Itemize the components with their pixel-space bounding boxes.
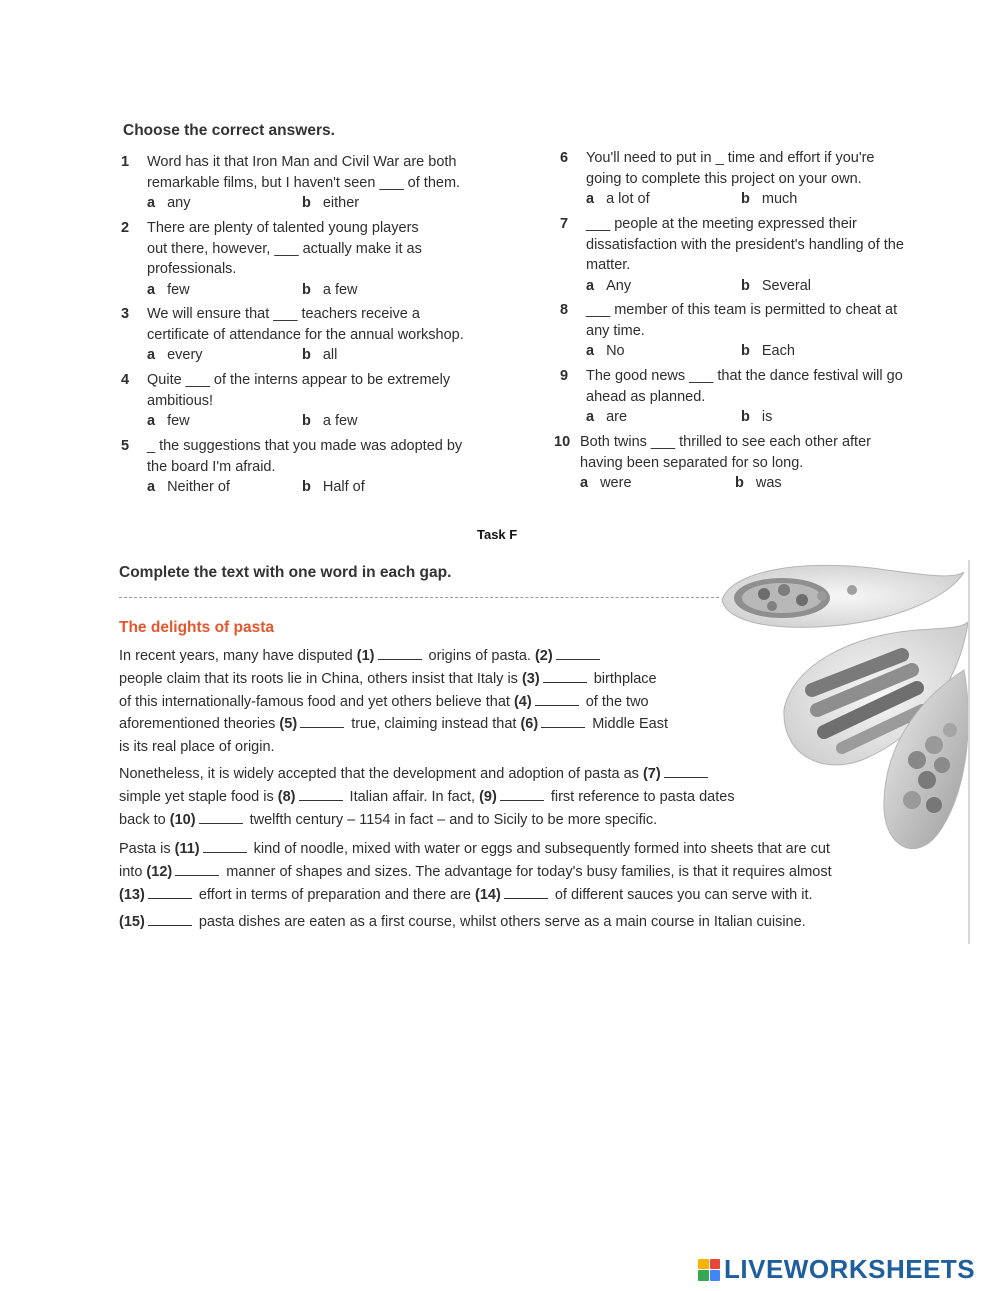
gap-number: (7) [642, 766, 661, 782]
stem-line: matter. [586, 257, 631, 273]
option-letter: b [741, 191, 750, 207]
question-number: 4 [121, 372, 130, 388]
stem-line: professionals. [147, 261, 237, 277]
question-1 [121, 152, 541, 214]
option-a[interactable] [586, 189, 650, 210]
option-b[interactable] [735, 473, 782, 494]
text: Italian affair. In fact, [349, 788, 476, 805]
option-text: much [761, 191, 798, 207]
option-text: Half of [322, 479, 365, 495]
exercise-heading: Choose the correct answers. [123, 122, 335, 139]
stem-line: the board I'm afraid. [147, 458, 276, 475]
paragraph-4 [119, 911, 949, 934]
gap-4[interactable] [535, 695, 579, 706]
stem-line: Both twins ___ thrilled to see each other after [580, 434, 871, 450]
option-letter: a [147, 347, 156, 363]
question-3 [121, 304, 541, 366]
text: aforementioned theories [119, 716, 276, 733]
option-text: is [761, 409, 773, 425]
text: origins of pasta. [428, 648, 531, 664]
option-text: few [167, 413, 190, 429]
option-a[interactable] [586, 276, 631, 297]
option-b[interactable] [302, 193, 359, 214]
option-letter: a [586, 191, 595, 207]
option-b[interactable] [302, 477, 365, 498]
question-number: 2 [121, 220, 130, 236]
option-text: a few [322, 281, 358, 298]
text: manner of shapes and sizes. The advantage for today's busy families, is that it requires almost [226, 863, 832, 880]
question-stem [147, 152, 527, 193]
option-a[interactable] [147, 411, 190, 432]
stem-line: Word has it that Iron Man and Civil War are both [147, 154, 457, 170]
option-text: are [606, 409, 628, 425]
question-7 [560, 214, 980, 296]
dashed-divider [119, 597, 719, 598]
text: people claim that its roots lie in China, others insist that Italy is [119, 670, 518, 687]
question-stem [580, 432, 960, 473]
stem-line: any time. [586, 322, 645, 339]
text: In recent years, many have disputed [119, 648, 353, 664]
gap-10[interactable] [199, 813, 243, 824]
text: simple yet staple food is [119, 788, 274, 805]
task-label: Task F [477, 527, 518, 542]
question-number: 7 [560, 216, 569, 232]
gap-number: (12) [146, 863, 173, 880]
stem-line: going to complete this project on your own. [586, 170, 862, 187]
question-number: 6 [560, 150, 569, 166]
option-b[interactable] [741, 276, 811, 297]
illustration-edge [968, 560, 970, 944]
fusilli-spoon [722, 565, 964, 627]
option-text: were [600, 475, 632, 491]
question-6 [560, 148, 980, 210]
option-letter: b [302, 195, 311, 211]
stem-line: We will ensure that ___ teachers receive a [147, 306, 420, 322]
text: kind of noodle, mixed with water or eggs and subsequently formed into sheets that are cut [253, 841, 830, 857]
option-text: Any [606, 277, 632, 294]
gap-2[interactable] [556, 649, 600, 660]
option-letter: b [302, 413, 311, 429]
gap-1[interactable] [378, 649, 422, 660]
answer-options [586, 407, 966, 427]
question-stem [586, 214, 966, 276]
question-stem [586, 366, 966, 407]
option-a[interactable] [147, 193, 190, 214]
question-number: 3 [121, 306, 130, 322]
question-5 [121, 436, 541, 498]
gap-9[interactable] [500, 790, 544, 801]
question-8 [560, 300, 980, 362]
option-a[interactable] [147, 477, 230, 498]
answer-options [147, 193, 527, 213]
question-2 [121, 218, 541, 300]
gap-number: (9) [479, 788, 497, 805]
question-stem [586, 300, 966, 341]
gap-6[interactable] [541, 717, 585, 728]
option-b[interactable] [302, 280, 358, 301]
gap-number: (13) [119, 886, 145, 903]
text: true, claiming instead that [351, 716, 517, 733]
option-letter: a [586, 343, 595, 359]
text: twelfth century – 1154 in fact – and to Sicily to be more specific. [249, 811, 658, 828]
text: is its real place of origin. [119, 739, 275, 756]
gap-14[interactable] [504, 888, 548, 899]
question-stem [147, 218, 527, 280]
text: Middle East [592, 716, 668, 733]
option-b[interactable] [741, 407, 772, 428]
question-stem [147, 436, 527, 477]
gap-number: (15) [119, 914, 145, 930]
question-number: 10 [554, 434, 571, 450]
logo-badge-icon [698, 1259, 720, 1281]
gap-15[interactable] [148, 915, 192, 926]
option-a[interactable] [580, 473, 632, 494]
stem-line: ___ people at the meeting expressed their [586, 216, 857, 232]
option-letter: b [302, 281, 311, 298]
option-letter: a [147, 479, 156, 495]
gap-fill-heading: Complete the text with one word in each gap. [119, 564, 452, 581]
option-a[interactable] [147, 345, 203, 366]
option-text: few [167, 281, 190, 298]
paragraph-2 [119, 763, 839, 831]
paragraph-3 [119, 838, 949, 906]
question-number: 1 [121, 154, 130, 170]
question-10 [554, 432, 974, 494]
gap-number: (4) [513, 693, 532, 710]
text: into [119, 863, 143, 880]
option-text: Each [761, 343, 795, 359]
text: of the two [585, 693, 649, 710]
gap-number: (11) [174, 841, 200, 857]
question-9 [560, 366, 980, 428]
option-b[interactable] [302, 345, 337, 366]
gap-11[interactable] [203, 842, 247, 853]
text: effort in terms of preparation and there are [198, 886, 471, 903]
paragraph-1 [119, 645, 759, 759]
question-number: 9 [560, 368, 569, 384]
question-stem [147, 370, 527, 411]
option-letter: a [147, 281, 156, 298]
question-stem [147, 304, 527, 345]
logo-text: LIVEWORKSHEETS [724, 1254, 976, 1284]
option-text: every [167, 347, 203, 363]
text: pasta dishes are eaten as a first course, whilst others serve as a main course in Italian cuisine. [198, 914, 806, 930]
option-text: was [755, 475, 782, 491]
option-text: No [606, 343, 625, 359]
gap-8[interactable] [299, 790, 343, 801]
option-a[interactable] [586, 407, 627, 428]
option-text: Several [761, 277, 812, 294]
stem-line: remarkable films, but I haven't seen ___ of them. [147, 174, 461, 191]
text: back to [119, 811, 166, 828]
option-text: a few [322, 413, 358, 429]
gap-number: (10) [169, 811, 196, 828]
text: Nonetheless, it is widely accepted that the development and adoption of pasta as [119, 766, 639, 782]
stem-line: certificate of attendance for the annual workshop. [147, 326, 464, 343]
option-text: Neither of [167, 479, 230, 495]
option-letter: a [147, 195, 156, 211]
liveworksheets-logo[interactable] [698, 1254, 975, 1285]
option-text: any [167, 195, 191, 211]
question-number: 5 [121, 438, 130, 454]
answer-options [586, 276, 966, 296]
gap-3[interactable] [543, 672, 587, 683]
answer-options [580, 473, 960, 493]
text: birthplace [593, 670, 657, 687]
article-title: The delights of pasta [119, 619, 275, 636]
option-b[interactable] [741, 341, 795, 362]
option-letter: b [741, 343, 750, 359]
stem-line: Quite ___ of the interns appear to be extremely [147, 372, 451, 388]
gap-number: (3) [521, 670, 540, 687]
gap-number: (8) [277, 788, 296, 805]
option-a[interactable] [147, 280, 190, 301]
text: of different sauces you can serve with it. [554, 886, 813, 903]
answer-options [147, 477, 527, 497]
gap-number: (2) [534, 648, 553, 664]
gap-number: (14) [475, 886, 501, 903]
stem-line: You'll need to put in _ time and effort if you're [586, 150, 875, 166]
stem-line: dissatisfaction with the president's handling of the [586, 236, 904, 253]
text: Pasta is [119, 841, 171, 857]
option-text: a lot of [606, 191, 650, 207]
option-letter: b [741, 277, 750, 294]
option-b[interactable] [741, 189, 797, 210]
option-a[interactable] [586, 341, 625, 362]
stem-line: There are plenty of talented young players [147, 220, 419, 236]
answer-options [147, 345, 527, 365]
answer-options [586, 341, 966, 361]
question-number: 8 [560, 302, 569, 318]
option-letter: b [302, 347, 311, 363]
gap-12[interactable] [175, 865, 219, 876]
text: of this internationally-famous food and yet others believe that [119, 693, 510, 710]
option-letter: a [580, 475, 589, 491]
option-letter: a [147, 413, 156, 429]
option-letter: b [735, 475, 744, 491]
question-4 [121, 370, 541, 432]
stem-line: ___ member of this team is permitted to cheat at [586, 302, 898, 318]
option-letter: b [741, 409, 750, 425]
option-text: all [322, 347, 338, 363]
answer-options [147, 280, 527, 300]
gap-13[interactable] [148, 888, 192, 899]
option-letter: a [586, 277, 595, 294]
option-letter: a [586, 409, 595, 425]
text: first reference to pasta dates [550, 788, 735, 805]
gap-number: (6) [520, 716, 539, 733]
option-text: either [322, 195, 360, 211]
answer-options [147, 411, 527, 431]
stem-line: ahead as planned. [586, 388, 706, 405]
gap-number: (5) [279, 716, 298, 733]
option-letter: b [302, 479, 311, 495]
option-b[interactable] [302, 411, 358, 432]
stem-line: _ the suggestions that you made was adopted by [147, 438, 463, 454]
question-stem [586, 148, 966, 189]
answer-options [586, 189, 966, 209]
gap-number: (1) [356, 648, 375, 664]
gap-5[interactable] [300, 717, 344, 728]
stem-line: having been separated for so long. [580, 454, 804, 471]
stem-line: ambitious! [147, 392, 214, 409]
stem-line: The good news ___ that the dance festival will go [586, 368, 903, 384]
stem-line: out there, however, ___ actually make it as [147, 240, 422, 257]
gap-7[interactable] [664, 767, 708, 778]
